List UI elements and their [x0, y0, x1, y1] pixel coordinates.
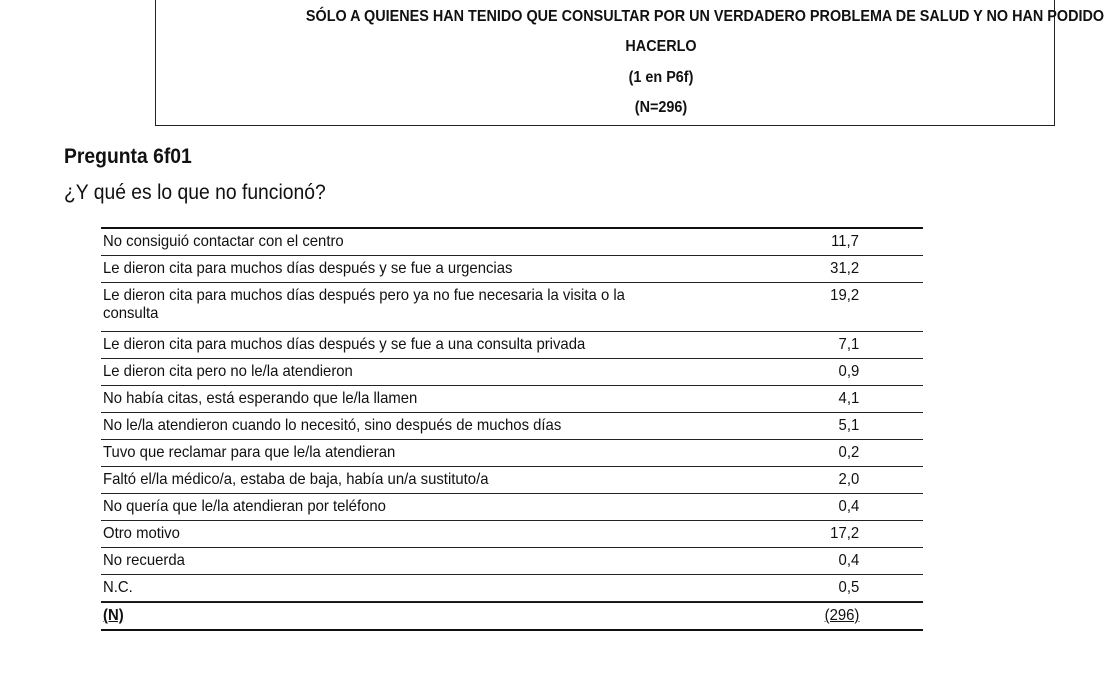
- row-value: 0,4: [838, 552, 859, 569]
- table-row: [101, 283, 923, 332]
- row-value: 4,1: [838, 390, 859, 407]
- row-value: 0,4: [838, 498, 859, 515]
- table-row: [101, 548, 923, 575]
- row-label: No consiguió contactar con el centro: [103, 233, 344, 250]
- row-label: Le dieron cita para muchos días después y se fue a urgencias: [103, 260, 513, 277]
- table-row: [101, 494, 923, 521]
- row-label: Le dieron cita para muchos días después pero ya no fue necesaria la visita o la consulta: [103, 287, 625, 322]
- table-row: [101, 229, 923, 256]
- row-label: Faltó el/la médico/a, estaba de baja, había un/a sustituto/a: [103, 471, 489, 488]
- filter-header-line-4: (N=296): [634, 99, 688, 116]
- row-value: 31,2: [830, 260, 859, 277]
- row-label: Le dieron cita para muchos días después y se fue a una consulta privada: [103, 336, 586, 353]
- row-label: Otro motivo: [103, 525, 180, 542]
- row-label: N.C.: [103, 579, 133, 596]
- row-value: 19,2: [830, 287, 859, 304]
- row-label: No había citas, está esperando que le/la llamen: [103, 390, 418, 407]
- table-row: [101, 521, 923, 548]
- results-table: [101, 227, 923, 631]
- table-row: [101, 413, 923, 440]
- row-value: 0,5: [838, 579, 859, 596]
- table-total-row: [101, 602, 923, 629]
- row-label: Tuvo que reclamar para que le/la atendieran: [103, 444, 396, 461]
- total-value: (296): [824, 607, 859, 624]
- row-value: 7,1: [838, 336, 859, 353]
- table-row: [101, 575, 923, 602]
- question-text: ¿Y qué es lo que no funcionó?: [64, 181, 326, 204]
- table-row: [101, 467, 923, 494]
- table-row: [101, 440, 923, 467]
- question-title: Pregunta 6f01: [64, 145, 192, 168]
- row-value: 17,2: [830, 525, 859, 542]
- row-label: No quería que le/la atendieran por teléfono: [103, 498, 386, 515]
- row-value: 0,2: [838, 444, 859, 461]
- filter-header-line-1: SÓLO A QUIENES HAN TENIDO QUE CONSULTAR POR UN VERDADERO PROBLEMA DE SALUD Y NO HAN PODIDO: [305, 8, 1105, 25]
- filter-header-line-2: HACERLO: [625, 38, 697, 55]
- row-value: 0,9: [838, 363, 859, 380]
- table-row: [101, 332, 923, 359]
- filter-header-box: [155, 0, 1105, 126]
- row-label: No recuerda: [103, 552, 185, 569]
- total-label: (N): [103, 607, 124, 624]
- table-row: [101, 256, 923, 283]
- row-label: Le dieron cita pero no le/la atendieron: [103, 363, 353, 380]
- filter-header-line-3: (1 en P6f): [628, 69, 694, 86]
- row-value: 5,1: [838, 417, 859, 434]
- table-row: [101, 386, 923, 413]
- table-row: [101, 359, 923, 386]
- row-value: 2,0: [838, 471, 859, 488]
- row-value: 11,7: [831, 233, 859, 250]
- row-label: No le/la atendieron cuando lo necesitó, sino después de muchos días: [103, 417, 562, 434]
